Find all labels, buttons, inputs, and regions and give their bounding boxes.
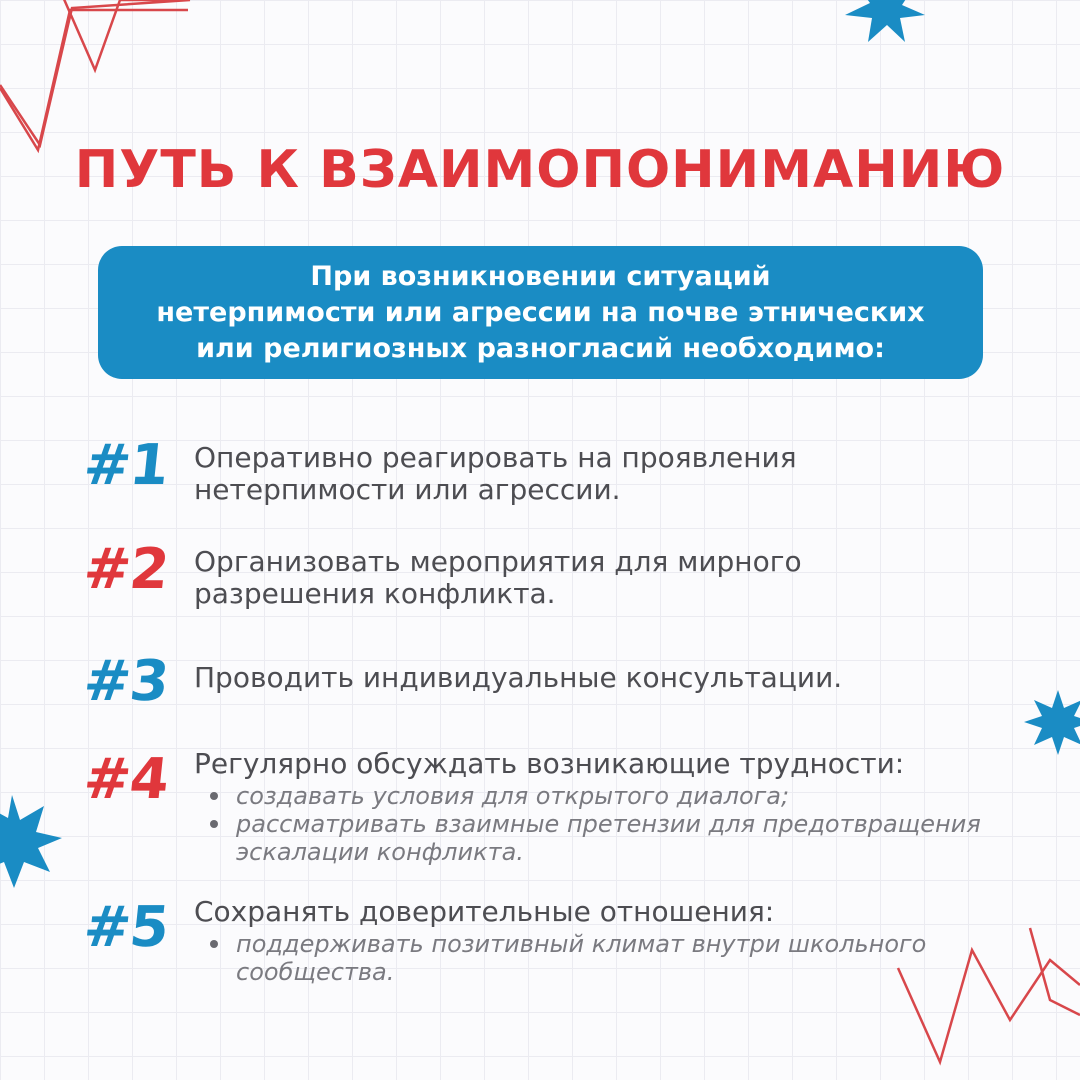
- item-text: [194, 442, 1044, 506]
- banner-line: нетерпимости или агрессии на почве этнических: [156, 296, 925, 328]
- item-number: #2: [80, 537, 172, 602]
- red-zigzag-outline: [0, 0, 190, 145]
- item-line: Регулярно обсуждать возникающие трудности:: [194, 747, 905, 780]
- blue-star-icon: [0, 795, 62, 888]
- bullet-item: [194, 810, 1044, 866]
- bullet-dot-icon: [210, 820, 218, 828]
- blue-star-icon: [1024, 690, 1080, 755]
- item-text: [194, 748, 1044, 866]
- bullet-line: поддерживать позитивный климат внутри школьного: [236, 930, 927, 958]
- banner-line: или религиозных разногласий необходимо:: [196, 332, 885, 364]
- item-line: Организовать мероприятия для мирного: [194, 545, 802, 578]
- page-title: ПУТЬ К ВЗАИМОПОНИМАНИЮ: [74, 140, 1006, 200]
- item-line: Проводить индивидуальные консультации.: [194, 661, 843, 694]
- blue-star-icon: [845, 0, 925, 42]
- item-text: [194, 546, 1044, 610]
- bullet-line: эскалации конфликта.: [236, 838, 524, 866]
- banner-line: При возникновении ситуаций: [310, 260, 771, 292]
- bullet-item: [194, 782, 1044, 810]
- bullet-line: рассматривать взаимные претензии для предотвращения: [236, 810, 981, 838]
- bullet-dot-icon: [210, 792, 218, 800]
- bullet-list: [194, 930, 1044, 986]
- item-line: разрешения конфликта.: [194, 577, 556, 610]
- bullet-item: [194, 930, 1044, 986]
- intro-banner: [98, 246, 983, 379]
- intro-banner-text: [156, 259, 924, 367]
- item-text: [194, 662, 1044, 694]
- bullet-line: создавать условия для открытого диалога;: [236, 782, 790, 810]
- bullet-line: сообщества.: [236, 958, 395, 986]
- item-number: #4: [80, 747, 172, 812]
- item-number: #5: [80, 895, 172, 960]
- item-line: Оперативно реагировать на проявления: [194, 441, 797, 474]
- red-zigzag-outline: [0, 10, 188, 150]
- item-number: #1: [80, 433, 172, 498]
- item-line: нетерпимости или агрессии.: [194, 473, 621, 506]
- item-number: #3: [80, 649, 172, 714]
- item-line: Сохранять доверительные отношения:: [194, 895, 775, 928]
- bullet-list: [194, 782, 1044, 866]
- bullet-dot-icon: [210, 940, 218, 948]
- item-text: [194, 896, 1044, 986]
